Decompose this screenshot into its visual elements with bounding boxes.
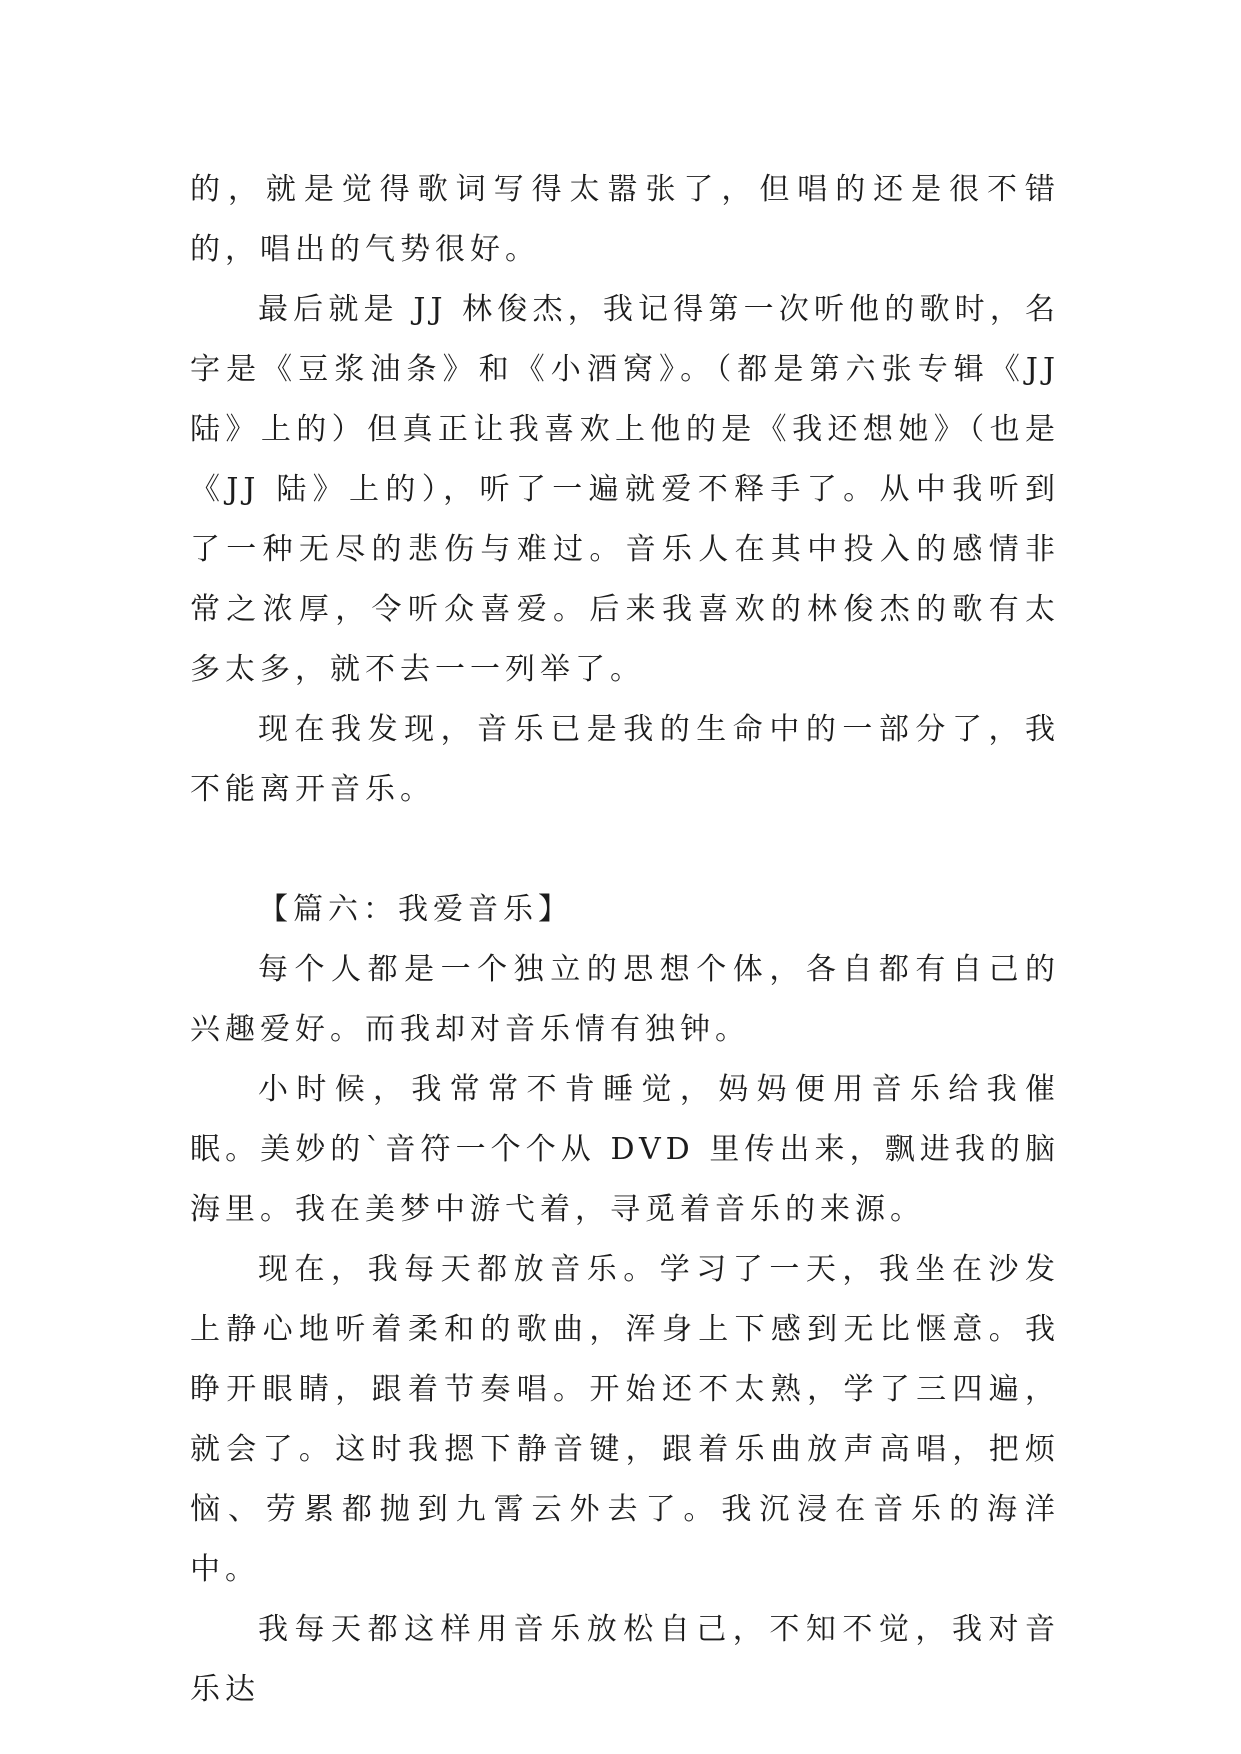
paragraph-jj-lin: 最后就是 JJ 林俊杰，我记得第一次听他的歌时，名字是《豆浆油条》和《小酒窝》。（都是第六张专辑《JJ 陆》上的）但真正让我喜欢上他的是《我还想她》（也是《JJ 陆》上的），听了一遍就爱不释手了。从中我听到了一种无尽的悲伤与难过。音乐人在其中投入的感情非常之浓厚，令听众喜爱。后来我喜欢的林俊杰的歌有太多太多，就不去一一列举了。 <box>190 292 1060 687</box>
paragraph-childhood: 小时候，我常常不肯睡觉，妈妈便用音乐给我催眠。美妙的`音符一个个从 DVD 里传出来，飘进我的脑海里。我在美梦中游弋着，寻觅着音乐的来源。 <box>190 1072 1060 1227</box>
section-heading: 【篇六：我爱音乐】 <box>258 892 573 927</box>
document-body <box>190 160 1060 1720</box>
paragraph-music-part-of-life: 现在我发现，音乐已是我的生命中的一部分了，我不能离开音乐。 <box>190 712 1060 807</box>
paragraph-individual-hobby: 每个人都是一个独立的思想个体，各自都有自己的兴趣爱好。而我却对音乐情有独钟。 <box>190 952 1060 1047</box>
section-spacer <box>190 820 1060 880</box>
paragraph-now-listening: 现在，我每天都放音乐。学习了一天，我坐在沙发上静心地听着柔和的歌曲，浑身上下感到无比惬意。我睁开眼睛，跟着节奏唱。开始还不太熟，学了三四遍，就会了。这时我摁下静音键，跟着乐曲放声高唱，把烦恼、劳累都抛到九霄云外去了。我沉浸在音乐的海洋中。 <box>190 1252 1060 1587</box>
paragraph-continuation: 的，就是觉得歌词写得太嚣张了，但唱的还是很不错的，唱出的气势很好。 <box>190 172 1060 267</box>
paragraph-relax-daily: 我每天都这样用音乐放松自己，不知不觉，我对音乐达 <box>190 1612 1060 1707</box>
